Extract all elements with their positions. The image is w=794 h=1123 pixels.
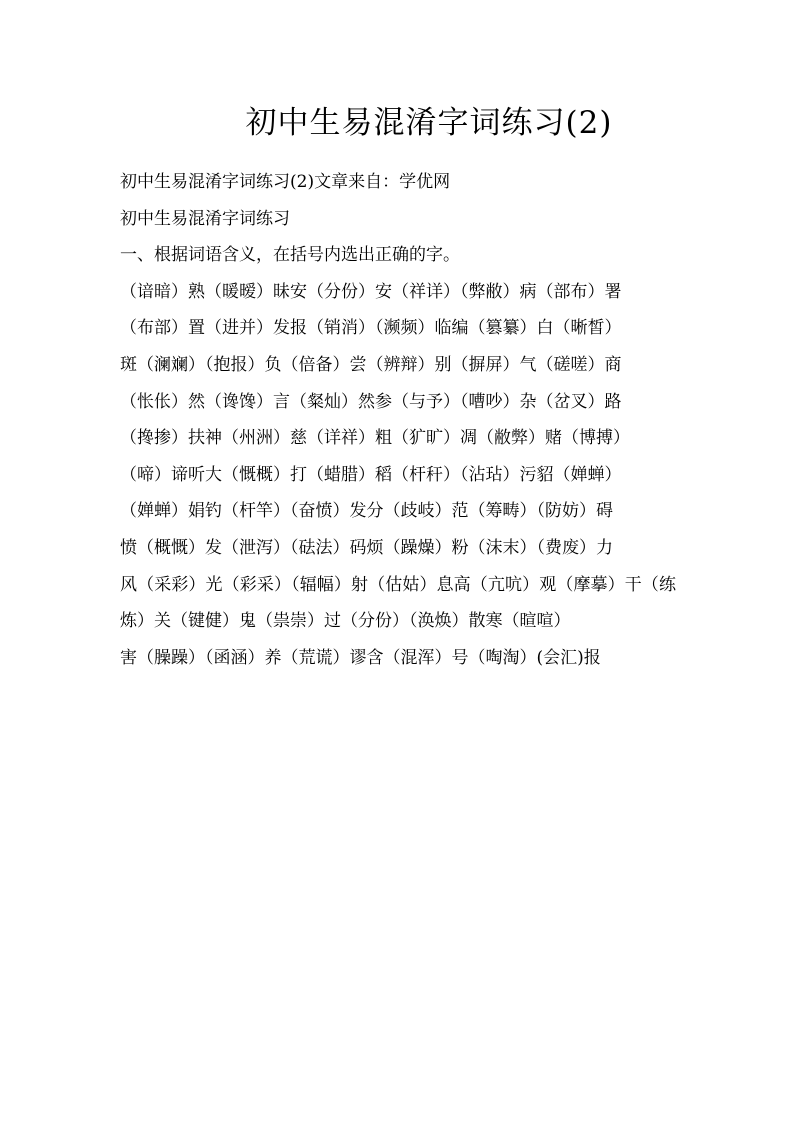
source-line: 初中生易混淆字词练习(2)文章来自：学优网 <box>120 172 451 192</box>
instruction-line: 一、根据词语含义，在括号内选出正确的字。 <box>120 245 460 266</box>
exercise-paragraph: （谙暗）熟（暖暧）昧安（分份）安（祥详）（弊敝）病（部布）署 <box>120 281 622 302</box>
exercise-paragraph: （布部）置（进并）发报（销消）（濒频）临编（篡纂）白（晰皙） <box>120 318 622 339</box>
document-title: 初中生易混淆字词练习(2) <box>245 105 613 141</box>
exercise-paragraph: 斑（澜斓）（抱报）负（倍备）尝（辨辩）别（摒屏）气（磋嗟）商 <box>120 354 622 375</box>
exercise-paragraph: 风（采彩）光（彩采）（辐幅）射（估姑）息高（亢吭）观（摩摹）干（练炼）关（键健）鬼（祟崇）过（分份）（涣焕）散寒（暄喧） <box>120 574 676 632</box>
document-body <box>120 164 676 676</box>
exercise-paragraph: （啼）谛听大（慨概）打（蜡腊）稻（杆秆）（沾玷）污貂（婵蝉） <box>120 464 622 485</box>
exercise-paragraph: （搀掺）扶神（州洲）慈（详祥）粗（犷旷）凋（敝弊）赌（博搏） <box>120 428 630 449</box>
exercise-paragraph: （婵蝉）娟钓（杆竿）（奋愤）发分（歧岐）范（筹畴）（防妨）碍 <box>120 501 613 522</box>
exercise-paragraph: 害（臊躁）（函涵）养（荒谎）谬含（混浑）号（啕淘）(会汇)报 <box>120 647 601 668</box>
subtitle-line: 初中生易混淆字词练习 <box>120 208 290 229</box>
exercise-paragraph: （怅伥）然（谗馋）言（粲灿）然参（与予）（嘈吵）杂（岔叉）路 <box>120 391 622 412</box>
exercise-paragraph: 愤（概慨）发（泄泻）（砝法）码烦（躁燥）粉（沫末）（费废）力 <box>120 537 613 558</box>
